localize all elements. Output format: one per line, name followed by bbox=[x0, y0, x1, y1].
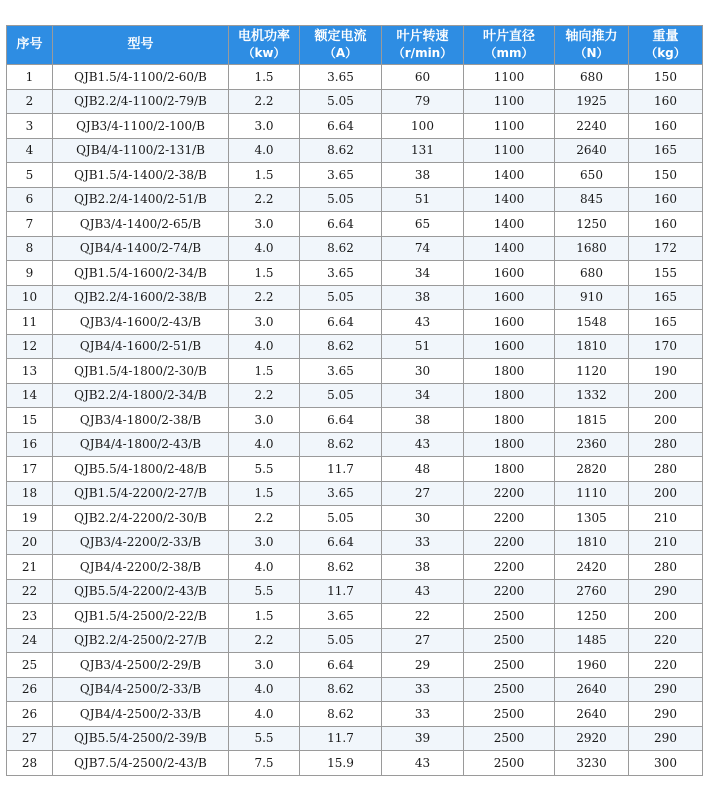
cell-thrust: 1250 bbox=[555, 212, 629, 237]
cell-power: 4.0 bbox=[229, 236, 300, 261]
cell-model: QJB5.5/4-2200/2-43/B bbox=[53, 579, 229, 604]
table-row bbox=[7, 751, 703, 776]
cell-current: 3.65 bbox=[300, 65, 382, 90]
cell-thrust: 910 bbox=[555, 285, 629, 310]
cell-diameter: 2200 bbox=[464, 555, 555, 580]
cell-diameter: 1600 bbox=[464, 261, 555, 286]
cell-diameter: 1400 bbox=[464, 163, 555, 188]
cell-model: QJB1.5/4-1400/2-38/B bbox=[53, 163, 229, 188]
cell-thrust: 650 bbox=[555, 163, 629, 188]
cell-thrust: 2640 bbox=[555, 677, 629, 702]
cell-speed: 131 bbox=[382, 138, 464, 163]
cell-thrust: 1548 bbox=[555, 310, 629, 335]
cell-index: 7 bbox=[7, 212, 53, 237]
cell-speed: 43 bbox=[382, 310, 464, 335]
cell-speed: 39 bbox=[382, 726, 464, 751]
cell-weight: 280 bbox=[629, 457, 703, 482]
cell-index: 21 bbox=[7, 555, 53, 580]
cell-index: 28 bbox=[7, 751, 53, 776]
cell-thrust: 1680 bbox=[555, 236, 629, 261]
cell-model: QJB3/4-1100/2-100/B bbox=[53, 114, 229, 139]
header-cell-current bbox=[300, 26, 382, 65]
cell-thrust: 2240 bbox=[555, 114, 629, 139]
cell-thrust: 1810 bbox=[555, 334, 629, 359]
cell-current: 8.62 bbox=[300, 236, 382, 261]
cell-speed: 29 bbox=[382, 653, 464, 678]
cell-index: 24 bbox=[7, 628, 53, 653]
header-label: 额定电流 bbox=[314, 29, 367, 44]
table-row bbox=[7, 506, 703, 531]
cell-power: 5.5 bbox=[229, 579, 300, 604]
cell-power: 1.5 bbox=[229, 261, 300, 286]
cell-speed: 27 bbox=[382, 481, 464, 506]
header-unit: （kg） bbox=[645, 46, 686, 60]
cell-model: QJB3/4-1600/2-43/B bbox=[53, 310, 229, 335]
table-row bbox=[7, 359, 703, 384]
cell-weight: 172 bbox=[629, 236, 703, 261]
cell-power: 2.2 bbox=[229, 506, 300, 531]
cell-model: QJB4/4-2200/2-38/B bbox=[53, 555, 229, 580]
table-row bbox=[7, 236, 703, 261]
table-row bbox=[7, 457, 703, 482]
cell-current: 8.62 bbox=[300, 432, 382, 457]
cell-current: 6.64 bbox=[300, 212, 382, 237]
header-cell-diameter bbox=[464, 26, 555, 65]
table-row bbox=[7, 677, 703, 702]
cell-diameter: 2500 bbox=[464, 726, 555, 751]
cell-index: 26 bbox=[7, 677, 53, 702]
cell-index: 3 bbox=[7, 114, 53, 139]
cell-thrust: 1810 bbox=[555, 530, 629, 555]
table-row bbox=[7, 138, 703, 163]
cell-diameter: 1800 bbox=[464, 359, 555, 384]
cell-speed: 74 bbox=[382, 236, 464, 261]
cell-speed: 51 bbox=[382, 334, 464, 359]
cell-model: QJB2.2/4-2500/2-27/B bbox=[53, 628, 229, 653]
header-cell-weight bbox=[629, 26, 703, 65]
cell-model: QJB3/4-2500/2-29/B bbox=[53, 653, 229, 678]
cell-model: QJB1.5/4-2500/2-22/B bbox=[53, 604, 229, 629]
table-row bbox=[7, 89, 703, 114]
table-row bbox=[7, 163, 703, 188]
header-unit: （A） bbox=[323, 46, 358, 60]
cell-diameter: 2200 bbox=[464, 506, 555, 531]
cell-power: 1.5 bbox=[229, 604, 300, 629]
cell-diameter: 2200 bbox=[464, 481, 555, 506]
table-row bbox=[7, 702, 703, 727]
cell-weight: 290 bbox=[629, 726, 703, 751]
cell-speed: 38 bbox=[382, 163, 464, 188]
cell-power: 3.0 bbox=[229, 408, 300, 433]
cell-weight: 200 bbox=[629, 408, 703, 433]
table-row bbox=[7, 65, 703, 90]
cell-thrust: 1120 bbox=[555, 359, 629, 384]
cell-model: QJB1.5/4-2200/2-27/B bbox=[53, 481, 229, 506]
table-row bbox=[7, 212, 703, 237]
cell-diameter: 1600 bbox=[464, 310, 555, 335]
cell-model: QJB1.5/4-1600/2-34/B bbox=[53, 261, 229, 286]
cell-speed: 43 bbox=[382, 751, 464, 776]
table-header bbox=[7, 26, 703, 65]
cell-diameter: 1400 bbox=[464, 236, 555, 261]
cell-weight: 160 bbox=[629, 114, 703, 139]
cell-diameter: 2500 bbox=[464, 653, 555, 678]
table-row bbox=[7, 726, 703, 751]
cell-weight: 210 bbox=[629, 530, 703, 555]
cell-power: 3.0 bbox=[229, 530, 300, 555]
cell-model: QJB7.5/4-2500/2-43/B bbox=[53, 751, 229, 776]
header-label: 叶片转速 bbox=[396, 29, 449, 44]
table-row bbox=[7, 432, 703, 457]
cell-speed: 43 bbox=[382, 579, 464, 604]
cell-index: 10 bbox=[7, 285, 53, 310]
cell-diameter: 1800 bbox=[464, 432, 555, 457]
cell-weight: 165 bbox=[629, 285, 703, 310]
cell-thrust: 2640 bbox=[555, 138, 629, 163]
cell-current: 6.64 bbox=[300, 114, 382, 139]
cell-speed: 100 bbox=[382, 114, 464, 139]
cell-model: QJB2.2/4-1100/2-79/B bbox=[53, 89, 229, 114]
header-row bbox=[7, 26, 703, 65]
cell-thrust: 3230 bbox=[555, 751, 629, 776]
cell-thrust: 680 bbox=[555, 261, 629, 286]
header-label: 叶片直径 bbox=[482, 29, 535, 44]
cell-current: 6.64 bbox=[300, 408, 382, 433]
cell-power: 4.0 bbox=[229, 555, 300, 580]
cell-diameter: 1100 bbox=[464, 114, 555, 139]
table-row bbox=[7, 310, 703, 335]
table-row bbox=[7, 408, 703, 433]
cell-weight: 150 bbox=[629, 65, 703, 90]
header-cell-power bbox=[229, 26, 300, 65]
cell-weight: 200 bbox=[629, 481, 703, 506]
cell-thrust: 2420 bbox=[555, 555, 629, 580]
cell-weight: 220 bbox=[629, 653, 703, 678]
cell-thrust: 2640 bbox=[555, 702, 629, 727]
cell-thrust: 2820 bbox=[555, 457, 629, 482]
cell-index: 16 bbox=[7, 432, 53, 457]
cell-weight: 300 bbox=[629, 751, 703, 776]
cell-power: 2.2 bbox=[229, 285, 300, 310]
cell-speed: 33 bbox=[382, 702, 464, 727]
header-cell-speed bbox=[382, 26, 464, 65]
cell-thrust: 1305 bbox=[555, 506, 629, 531]
cell-weight: 280 bbox=[629, 555, 703, 580]
cell-speed: 48 bbox=[382, 457, 464, 482]
cell-index: 6 bbox=[7, 187, 53, 212]
cell-index: 17 bbox=[7, 457, 53, 482]
header-label: 重量 bbox=[652, 29, 679, 44]
cell-thrust: 1110 bbox=[555, 481, 629, 506]
table-row bbox=[7, 628, 703, 653]
cell-current: 8.62 bbox=[300, 677, 382, 702]
cell-index: 23 bbox=[7, 604, 53, 629]
cell-diameter: 1800 bbox=[464, 457, 555, 482]
cell-index: 25 bbox=[7, 653, 53, 678]
cell-thrust: 1250 bbox=[555, 604, 629, 629]
cell-model: QJB4/4-1800/2-43/B bbox=[53, 432, 229, 457]
cell-current: 3.65 bbox=[300, 481, 382, 506]
cell-speed: 30 bbox=[382, 506, 464, 531]
cell-weight: 290 bbox=[629, 702, 703, 727]
cell-speed: 51 bbox=[382, 187, 464, 212]
cell-speed: 43 bbox=[382, 432, 464, 457]
cell-thrust: 2360 bbox=[555, 432, 629, 457]
cell-speed: 38 bbox=[382, 555, 464, 580]
cell-power: 4.0 bbox=[229, 677, 300, 702]
cell-model: QJB1.5/4-1800/2-30/B bbox=[53, 359, 229, 384]
cell-thrust: 1815 bbox=[555, 408, 629, 433]
cell-current: 11.7 bbox=[300, 579, 382, 604]
cell-model: QJB4/4-2500/2-33/B bbox=[53, 702, 229, 727]
cell-power: 3.0 bbox=[229, 310, 300, 335]
cell-diameter: 2500 bbox=[464, 604, 555, 629]
cell-diameter: 2500 bbox=[464, 677, 555, 702]
cell-power: 2.2 bbox=[229, 628, 300, 653]
cell-current: 8.62 bbox=[300, 702, 382, 727]
cell-model: QJB4/4-1100/2-131/B bbox=[53, 138, 229, 163]
cell-power: 1.5 bbox=[229, 359, 300, 384]
cell-weight: 165 bbox=[629, 138, 703, 163]
cell-current: 5.05 bbox=[300, 89, 382, 114]
cell-current: 3.65 bbox=[300, 604, 382, 629]
cell-model: QJB3/4-1400/2-65/B bbox=[53, 212, 229, 237]
cell-power: 4.0 bbox=[229, 702, 300, 727]
cell-diameter: 1100 bbox=[464, 138, 555, 163]
cell-model: QJB4/4-2500/2-33/B bbox=[53, 677, 229, 702]
cell-current: 8.62 bbox=[300, 555, 382, 580]
cell-weight: 290 bbox=[629, 677, 703, 702]
header-label: 电机功率 bbox=[237, 29, 290, 44]
cell-thrust: 1485 bbox=[555, 628, 629, 653]
cell-diameter: 1400 bbox=[464, 212, 555, 237]
cell-current: 6.64 bbox=[300, 530, 382, 555]
cell-model: QJB3/4-1800/2-38/B bbox=[53, 408, 229, 433]
cell-weight: 160 bbox=[629, 212, 703, 237]
cell-diameter: 2200 bbox=[464, 530, 555, 555]
cell-index: 9 bbox=[7, 261, 53, 286]
table-row bbox=[7, 555, 703, 580]
header-unit: （r/min） bbox=[392, 46, 453, 60]
header-label: 序号 bbox=[16, 37, 43, 52]
cell-power: 3.0 bbox=[229, 653, 300, 678]
cell-power: 2.2 bbox=[229, 89, 300, 114]
cell-power: 2.2 bbox=[229, 383, 300, 408]
table-row bbox=[7, 653, 703, 678]
cell-power: 1.5 bbox=[229, 163, 300, 188]
cell-diameter: 1400 bbox=[464, 187, 555, 212]
cell-weight: 280 bbox=[629, 432, 703, 457]
cell-weight: 290 bbox=[629, 579, 703, 604]
cell-model: QJB3/4-2200/2-33/B bbox=[53, 530, 229, 555]
cell-model: QJB5.5/4-1800/2-48/B bbox=[53, 457, 229, 482]
cell-thrust: 1925 bbox=[555, 89, 629, 114]
cell-weight: 160 bbox=[629, 89, 703, 114]
cell-power: 5.5 bbox=[229, 457, 300, 482]
cell-power: 1.5 bbox=[229, 481, 300, 506]
cell-current: 8.62 bbox=[300, 138, 382, 163]
cell-index: 19 bbox=[7, 506, 53, 531]
cell-power: 4.0 bbox=[229, 432, 300, 457]
cell-current: 3.65 bbox=[300, 163, 382, 188]
cell-power: 3.0 bbox=[229, 212, 300, 237]
cell-index: 12 bbox=[7, 334, 53, 359]
cell-thrust: 845 bbox=[555, 187, 629, 212]
table-body bbox=[7, 65, 703, 776]
cell-current: 6.64 bbox=[300, 310, 382, 335]
cell-speed: 22 bbox=[382, 604, 464, 629]
cell-model: QJB2.2/4-1600/2-38/B bbox=[53, 285, 229, 310]
header-label: 轴向推力 bbox=[565, 29, 618, 44]
table-row bbox=[7, 481, 703, 506]
cell-diameter: 1600 bbox=[464, 334, 555, 359]
table-row bbox=[7, 334, 703, 359]
table-row bbox=[7, 383, 703, 408]
cell-diameter: 1800 bbox=[464, 408, 555, 433]
cell-diameter: 2500 bbox=[464, 628, 555, 653]
cell-index: 22 bbox=[7, 579, 53, 604]
table-row bbox=[7, 114, 703, 139]
cell-index: 1 bbox=[7, 65, 53, 90]
cell-weight: 220 bbox=[629, 628, 703, 653]
cell-speed: 79 bbox=[382, 89, 464, 114]
cell-model: QJB2.2/4-1400/2-51/B bbox=[53, 187, 229, 212]
cell-speed: 33 bbox=[382, 530, 464, 555]
cell-speed: 60 bbox=[382, 65, 464, 90]
cell-index: 20 bbox=[7, 530, 53, 555]
cell-model: QJB1.5/4-1100/2-60/B bbox=[53, 65, 229, 90]
cell-index: 11 bbox=[7, 310, 53, 335]
cell-speed: 27 bbox=[382, 628, 464, 653]
cell-diameter: 2500 bbox=[464, 751, 555, 776]
cell-index: 18 bbox=[7, 481, 53, 506]
cell-diameter: 1100 bbox=[464, 89, 555, 114]
cell-weight: 170 bbox=[629, 334, 703, 359]
header-cell-thrust bbox=[555, 26, 629, 65]
cell-thrust: 1960 bbox=[555, 653, 629, 678]
cell-thrust: 1332 bbox=[555, 383, 629, 408]
cell-current: 5.05 bbox=[300, 383, 382, 408]
cell-power: 5.5 bbox=[229, 726, 300, 751]
cell-diameter: 2500 bbox=[464, 702, 555, 727]
cell-thrust: 2920 bbox=[555, 726, 629, 751]
cell-thrust: 680 bbox=[555, 65, 629, 90]
cell-power: 7.5 bbox=[229, 751, 300, 776]
table-row bbox=[7, 187, 703, 212]
cell-diameter: 1800 bbox=[464, 383, 555, 408]
cell-weight: 165 bbox=[629, 310, 703, 335]
cell-thrust: 2760 bbox=[555, 579, 629, 604]
table-row bbox=[7, 285, 703, 310]
cell-speed: 38 bbox=[382, 285, 464, 310]
cell-current: 6.64 bbox=[300, 653, 382, 678]
cell-speed: 34 bbox=[382, 383, 464, 408]
cell-weight: 210 bbox=[629, 506, 703, 531]
cell-current: 11.7 bbox=[300, 726, 382, 751]
cell-model: QJB4/4-1400/2-74/B bbox=[53, 236, 229, 261]
cell-weight: 150 bbox=[629, 163, 703, 188]
header-label: 型号 bbox=[127, 37, 154, 52]
cell-model: QJB4/4-1600/2-51/B bbox=[53, 334, 229, 359]
cell-speed: 33 bbox=[382, 677, 464, 702]
cell-current: 5.05 bbox=[300, 187, 382, 212]
cell-power: 4.0 bbox=[229, 334, 300, 359]
cell-current: 5.05 bbox=[300, 506, 382, 531]
header-unit: （N） bbox=[574, 46, 609, 60]
header-unit: （mm） bbox=[484, 46, 534, 60]
cell-power: 2.2 bbox=[229, 187, 300, 212]
cell-model: QJB2.2/4-1800/2-34/B bbox=[53, 383, 229, 408]
cell-model: QJB5.5/4-2500/2-39/B bbox=[53, 726, 229, 751]
cell-current: 3.65 bbox=[300, 359, 382, 384]
table-row bbox=[7, 579, 703, 604]
cell-index: 2 bbox=[7, 89, 53, 114]
header-cell-model bbox=[53, 26, 229, 65]
cell-current: 15.9 bbox=[300, 751, 382, 776]
table-row bbox=[7, 604, 703, 629]
cell-index: 14 bbox=[7, 383, 53, 408]
cell-speed: 30 bbox=[382, 359, 464, 384]
cell-index: 15 bbox=[7, 408, 53, 433]
cell-diameter: 1600 bbox=[464, 285, 555, 310]
cell-index: 8 bbox=[7, 236, 53, 261]
cell-index: 27 bbox=[7, 726, 53, 751]
table-row bbox=[7, 530, 703, 555]
cell-diameter: 1100 bbox=[464, 65, 555, 90]
cell-power: 4.0 bbox=[229, 138, 300, 163]
cell-model: QJB2.2/4-2200/2-30/B bbox=[53, 506, 229, 531]
header-unit: （kw） bbox=[242, 46, 286, 60]
cell-weight: 160 bbox=[629, 187, 703, 212]
cell-weight: 155 bbox=[629, 261, 703, 286]
cell-index: 4 bbox=[7, 138, 53, 163]
header-cell-index bbox=[7, 26, 53, 65]
cell-weight: 200 bbox=[629, 383, 703, 408]
cell-power: 1.5 bbox=[229, 65, 300, 90]
cell-index: 26 bbox=[7, 702, 53, 727]
cell-speed: 38 bbox=[382, 408, 464, 433]
cell-current: 5.05 bbox=[300, 285, 382, 310]
cell-index: 5 bbox=[7, 163, 53, 188]
cell-current: 3.65 bbox=[300, 261, 382, 286]
cell-current: 5.05 bbox=[300, 628, 382, 653]
cell-speed: 65 bbox=[382, 212, 464, 237]
cell-weight: 200 bbox=[629, 604, 703, 629]
cell-power: 3.0 bbox=[229, 114, 300, 139]
table-row bbox=[7, 261, 703, 286]
cell-diameter: 2200 bbox=[464, 579, 555, 604]
cell-index: 13 bbox=[7, 359, 53, 384]
cell-current: 8.62 bbox=[300, 334, 382, 359]
cell-current: 11.7 bbox=[300, 457, 382, 482]
cell-weight: 190 bbox=[629, 359, 703, 384]
spec-table bbox=[6, 25, 703, 776]
cell-speed: 34 bbox=[382, 261, 464, 286]
